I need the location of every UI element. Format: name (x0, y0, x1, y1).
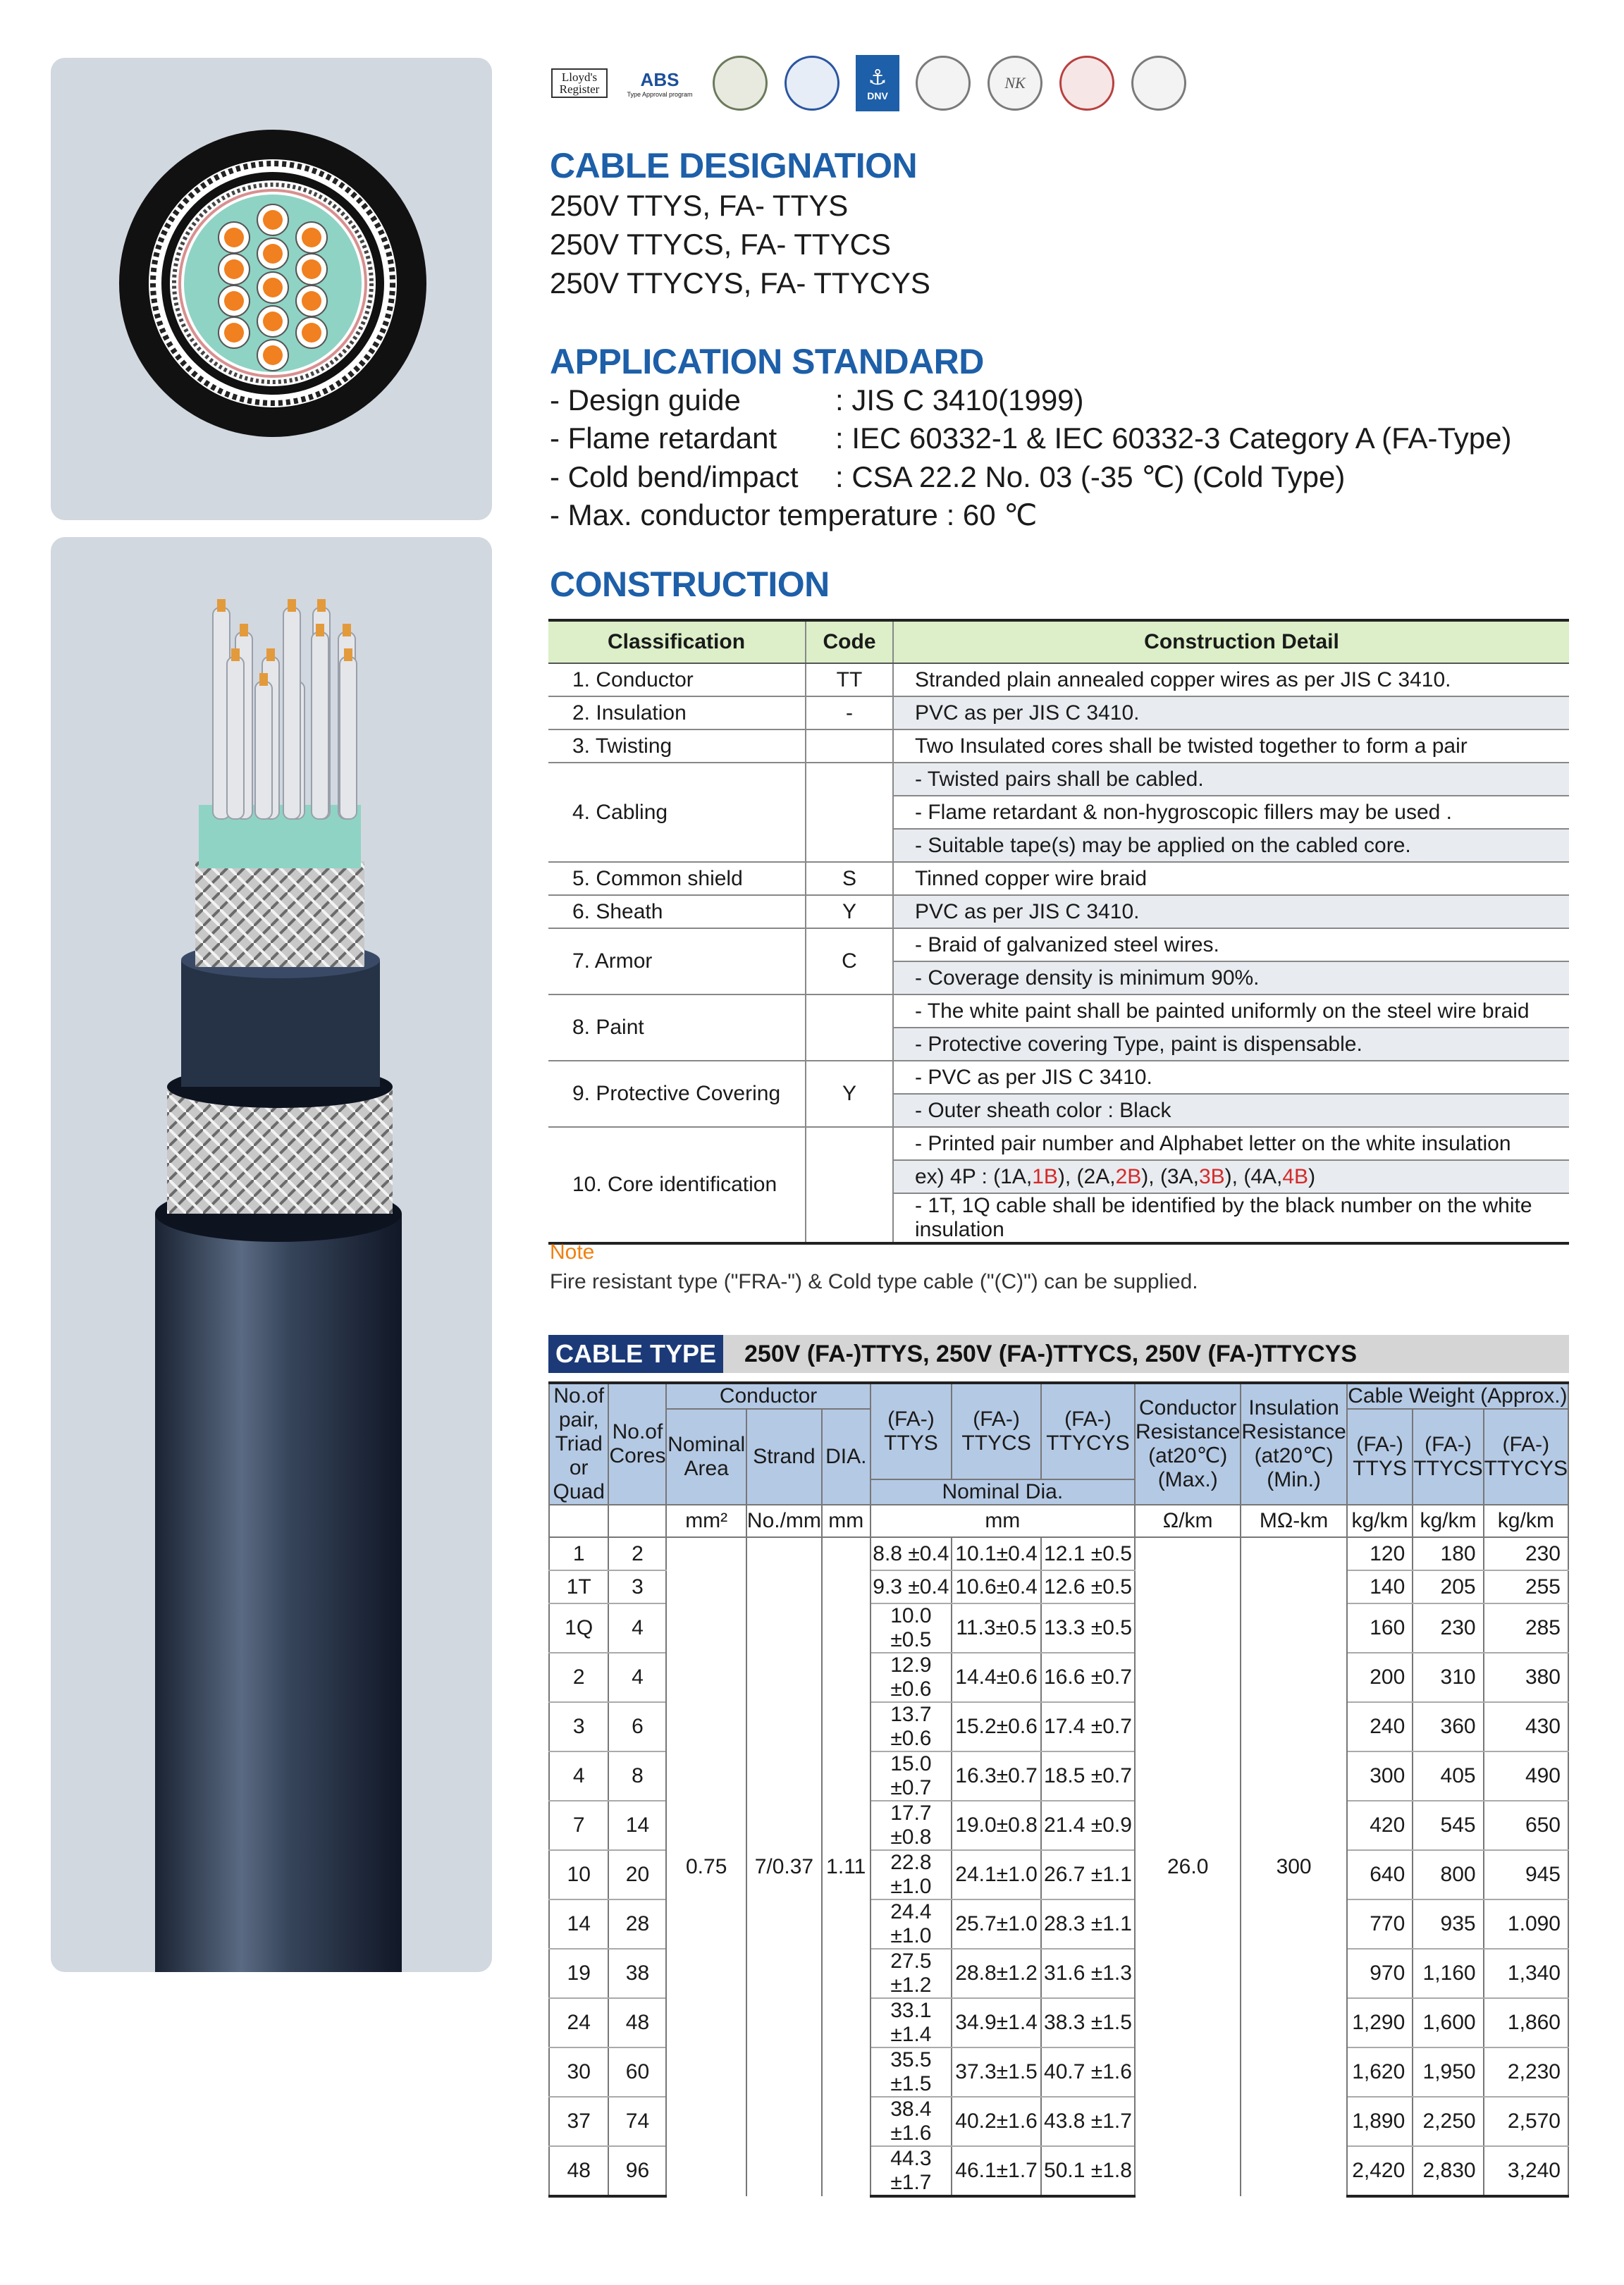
table-cell: 230 (1413, 1603, 1483, 1653)
table-cell: 1 (549, 1537, 608, 1570)
standard-title: APPLICATION STANDARD (550, 342, 984, 381)
unit-cell (549, 1505, 608, 1537)
table-cell: 16.6 ±0.7 (1041, 1653, 1135, 1702)
detail-cell: Tinned copper wire braid (893, 862, 1569, 895)
table-cell: 44.3 ±1.7 (871, 2146, 952, 2196)
column-header: Classification (548, 620, 806, 663)
construction-row (548, 928, 1569, 961)
column-header: Code (806, 620, 893, 663)
table-cell: 12.6 ±0.5 (1041, 1570, 1135, 1603)
table-cell: 14 (608, 1801, 666, 1850)
table-cell: 650 (1484, 1801, 1568, 1850)
table-cell: 1,620 (1347, 2047, 1413, 2097)
id-letter: 3B (1198, 1164, 1225, 1188)
column-header: Cable Weight (Approx.) (1348, 1384, 1568, 1408)
unit-cell: mm² (666, 1505, 746, 1537)
shared-value-cell: 300 (1241, 1537, 1346, 2196)
detail-cell: PVC as per JIS C 3410. (893, 895, 1569, 928)
unit-cell (608, 1505, 666, 1537)
construction-row (548, 1061, 1569, 1094)
column-header: Nominal Dia. (871, 1479, 1135, 1505)
table-cell: 24.4 ±1.0 (871, 1899, 952, 1949)
table-cell: 28 (608, 1899, 666, 1949)
classification-cell: 6. Sheath (548, 895, 806, 928)
id-text: ), (3A, (1141, 1164, 1199, 1188)
column-header: No.of Cores (608, 1383, 666, 1505)
id-text: ), (4A, (1224, 1164, 1283, 1188)
id-letter: 4B (1282, 1164, 1309, 1188)
table-cell: 38 (608, 1949, 666, 1998)
table-cell: 28.3 ±1.1 (1041, 1899, 1135, 1949)
table-cell: 545 (1413, 1801, 1483, 1850)
detail-cell: - PVC as per JIS C 3410. (893, 1061, 1569, 1094)
table-cell: 21.4 ±0.9 (1041, 1801, 1135, 1850)
table-cell: 180 (1413, 1537, 1483, 1570)
table-cell: 310 (1413, 1653, 1483, 1702)
id-text: ) (1308, 1164, 1316, 1188)
table-cell: 205 (1413, 1570, 1483, 1603)
note-text: Fire resistant type ("FRA-") & Cold type cable ("(C)") can be supplied. (550, 1270, 1198, 1293)
table-cell: 230 (1484, 1537, 1568, 1570)
cable-type-bar (548, 1335, 1569, 1373)
table-cell: 15.0 ±0.7 (871, 1751, 952, 1801)
table-cell: 360 (1413, 1702, 1483, 1751)
column-header: Conductor (666, 1383, 870, 1409)
construction-row (548, 696, 1569, 729)
designation-line: 250V TTYCYS, FA- TTYCYS (550, 266, 930, 300)
detail-cell: - Braid of galvanized steel wires. (893, 928, 1569, 961)
shared-value-cell: 26.0 (1135, 1537, 1241, 2196)
column-header: (FA-) TTYCYS (1041, 1383, 1135, 1479)
shared-value-cell: 0.75 (666, 1537, 746, 2196)
classification-cell: 9. Protective Covering (548, 1061, 806, 1127)
table-cell: 1,600 (1413, 1998, 1483, 2047)
detail-cell: - Suitable tape(s) may be applied on the cabled core. (893, 829, 1569, 862)
table-cell: 9.3 ±0.4 (871, 1570, 952, 1603)
table-cell: 800 (1413, 1850, 1483, 1899)
table-cell: 11.3±0.5 (952, 1603, 1041, 1653)
construction-row (548, 663, 1569, 696)
table-cell: 15.2±0.6 (952, 1702, 1041, 1751)
table-cell: 4 (608, 1653, 666, 1702)
table-cell: 37.3±1.5 (952, 2047, 1041, 2097)
table-cell: 255 (1484, 1570, 1568, 1603)
table-cell: 2 (608, 1537, 666, 1570)
code-cell: S (806, 862, 893, 895)
construction-row (548, 1127, 1569, 1160)
table-cell: 25.7±1.0 (952, 1899, 1041, 1949)
table-cell: 420 (1347, 1801, 1413, 1850)
table-cell: 16.3±0.7 (952, 1751, 1041, 1801)
unit-cell: kg/km (1413, 1505, 1483, 1537)
table-cell: 120 (1347, 1537, 1413, 1570)
detail-cell: - 1T, 1Q cable shall be identified by the black number on the white insulation (893, 1193, 1569, 1243)
bv-logo (915, 55, 971, 111)
designation-line: 250V TTYCS, FA- TTYCS (550, 228, 891, 261)
table-cell: 770 (1347, 1899, 1413, 1949)
table-cell: 3,240 (1484, 2146, 1568, 2196)
dnv-logo: ⚓ DNV (856, 55, 899, 111)
column-header: (FA-) TTYS (1347, 1409, 1413, 1505)
code-cell: - (806, 696, 893, 729)
table-cell: 60 (608, 2047, 666, 2097)
construction-row (548, 729, 1569, 763)
table-cell: 8 (608, 1751, 666, 1801)
classification-cell: 2. Insulation (548, 696, 806, 729)
shared-value-cell: 7/0.37 (746, 1537, 822, 2196)
detail-cell (893, 1160, 1569, 1193)
detail-cell: - Flame retardant & non-hygroscopic fillers may be used . (893, 796, 1569, 829)
code-cell (806, 729, 893, 763)
table-cell: 28.8±1.2 (952, 1949, 1041, 1998)
table-cell: 160 (1347, 1603, 1413, 1653)
cable-print-label: 250V TTYCYS (328, 2055, 365, 2285)
table-cell: 490 (1484, 1751, 1568, 1801)
table-cell: 12.9 ±0.6 (871, 1653, 952, 1702)
id-text: ), (2A, (1057, 1164, 1116, 1188)
column-header: DIA. (822, 1409, 871, 1505)
detail-cell: - Coverage density is minimum 90%. (893, 961, 1569, 994)
code-cell (806, 1127, 893, 1243)
code-cell: C (806, 928, 893, 994)
table-cell: 13.7 ±0.6 (871, 1702, 952, 1751)
table-cell: 380 (1484, 1653, 1568, 1702)
table-cell: 38.4 ±1.6 (871, 2097, 952, 2146)
table-cell: 1,890 (1347, 2097, 1413, 2146)
note-label: Note (550, 1240, 595, 1264)
detail-cell: - The white paint shall be painted uniformly on the steel wire braid (893, 994, 1569, 1028)
table-cell: 1,290 (1347, 1998, 1413, 2047)
code-cell (806, 994, 893, 1061)
table-cell: 4 (549, 1751, 608, 1801)
table-cell: 2,250 (1413, 2097, 1483, 2146)
rina-logo (1059, 55, 1115, 111)
detail-cell: - Protective covering Type, paint is dispensable. (893, 1028, 1569, 1061)
unit-cell: MΩ-km (1241, 1505, 1346, 1537)
table-cell: 10 (549, 1850, 608, 1899)
table-cell: 34.9±1.4 (952, 1998, 1041, 2047)
cable-side-view-image (51, 537, 492, 1972)
column-header: (FA-) TTYCYS (1484, 1409, 1568, 1505)
column-header: (FA-) TTYCS (952, 1383, 1041, 1479)
table-cell: 4 (608, 1603, 666, 1653)
shared-value-cell: 1.11 (822, 1537, 871, 2196)
standard-row: - Design guide : JIS C 3410(1999) (550, 383, 1084, 417)
table-cell: 17.7 ±0.8 (871, 1801, 952, 1850)
table-cell: 19 (549, 1949, 608, 1998)
standard-row: - Cold bend/impact : CSA 22.2 No. 03 (-35 ℃) (Cold Type) (550, 460, 1346, 493)
cross-section-panel (51, 58, 492, 520)
code-cell: Y (806, 1061, 893, 1127)
code-cell: Y (806, 895, 893, 928)
column-header: Conductor Resistance (at20℃) (Max.) (1135, 1383, 1241, 1505)
table-cell: 640 (1347, 1850, 1413, 1899)
construction-row (548, 862, 1569, 895)
code-cell: TT (806, 663, 893, 696)
table-cell: 1,160 (1413, 1949, 1483, 1998)
table-cell: 405 (1413, 1751, 1483, 1801)
cable-data-table (548, 1381, 1569, 2198)
classification-cell: 3. Twisting (548, 729, 806, 763)
detail-cell: Two Insulated cores shall be twisted together to form a pair (893, 729, 1569, 763)
table-cell: 33.1 ±1.4 (871, 1998, 952, 2047)
table-cell: 2,230 (1484, 2047, 1568, 2097)
table-cell: 35.5 ±1.5 (871, 2047, 952, 2097)
table-cell: 13.3 ±0.5 (1041, 1603, 1135, 1653)
table-cell: 12.1 ±0.5 (1041, 1537, 1135, 1570)
column-header: (FA-) TTYCS (1413, 1409, 1483, 1505)
table-cell: 945 (1484, 1850, 1568, 1899)
table-cell: 26.7 ±1.1 (1041, 1850, 1135, 1899)
standard-row: - Max. conductor temperature : 60 ℃ (550, 498, 1038, 531)
column-header: Construction Detail (893, 620, 1569, 663)
table-cell: 14 (549, 1899, 608, 1949)
table-cell: 2,570 (1484, 2097, 1568, 2146)
table-cell: 2,420 (1347, 2146, 1413, 2196)
designation-title: CABLE DESIGNATION (550, 146, 918, 185)
table-cell: 24.1±1.0 (952, 1850, 1041, 1899)
construction-row (548, 994, 1569, 1028)
cable-type-tag: CABLE TYPE (548, 1335, 723, 1373)
table-cell: 200 (1347, 1653, 1413, 1702)
id-letter: 1B (1032, 1164, 1058, 1188)
cable-type-name: 250V (FA-)TTYS, 250V (FA-)TTYCS, 250V (FA-)TTYCYS (744, 1341, 1358, 1367)
column-header: No.of pair, Triad or Quad (549, 1383, 608, 1505)
classification-cell: 1. Conductor (548, 663, 806, 696)
table-cell: 970 (1347, 1949, 1413, 1998)
unit-cell: Ω/km (1135, 1505, 1241, 1537)
cable-cross-section-image (118, 86, 428, 481)
unit-cell: No./mm (746, 1505, 822, 1537)
table-cell: 10.6±0.4 (952, 1570, 1041, 1603)
table-cell: 31.6 ±1.3 (1041, 1949, 1135, 1998)
table-cell: 240 (1347, 1702, 1413, 1751)
detail-cell: PVC as per JIS C 3410. (893, 696, 1569, 729)
table-cell: 2,830 (1413, 2146, 1483, 2196)
table-cell: 27.5 ±1.2 (871, 1949, 952, 1998)
table-cell: 19.0±0.8 (952, 1801, 1041, 1850)
classification-cell: 7. Armor (548, 928, 806, 994)
table-cell: 43.8 ±1.7 (1041, 2097, 1135, 2146)
classification-cell: 4. Cabling (548, 763, 806, 862)
classification-cell: 8. Paint (548, 994, 806, 1061)
detail-cell: - Printed pair number and Alphabet letter on the white insulation (893, 1127, 1569, 1160)
classification-cell: 5. Common shield (548, 862, 806, 895)
table-cell: 1Q (549, 1603, 608, 1653)
table-cell: 285 (1484, 1603, 1568, 1653)
id-letter: 2B (1115, 1164, 1142, 1188)
table-cell: 935 (1413, 1899, 1483, 1949)
table-cell: 17.4 ±0.7 (1041, 1702, 1135, 1751)
table-cell: 140 (1347, 1570, 1413, 1603)
code-cell (806, 763, 893, 862)
table-cell: 1,860 (1484, 1998, 1568, 2047)
table-cell: 1,340 (1484, 1949, 1568, 1998)
table-cell: 24 (549, 1998, 608, 2047)
table-cell: 8.8 ±0.4 (871, 1537, 952, 1570)
column-header: (FA-) TTYS (871, 1383, 952, 1479)
table-cell: 7 (549, 1801, 608, 1850)
table-cell: 20 (608, 1850, 666, 1899)
table-cell: 10.1±0.4 (952, 1537, 1041, 1570)
side-view-panel (51, 537, 492, 2285)
table-cell: 37 (549, 2097, 608, 2146)
table-cell: 40.7 ±1.6 (1041, 2047, 1135, 2097)
construction-row (548, 763, 1569, 796)
table-cell: 18.5 ±0.7 (1041, 1751, 1135, 1801)
detail-cell: Stranded plain annealed copper wires as per JIS C 3410. (893, 663, 1569, 696)
standard-row: - Flame retardant : IEC 60332-1 & IEC 60332-3 Category A (FA-Type) (550, 421, 1512, 455)
detail-cell: - Twisted pairs shall be cabled. (893, 763, 1569, 796)
column-header: Nominal Area (666, 1409, 746, 1505)
detail-cell: - Outer sheath color : Black (893, 1094, 1569, 1127)
table-cell: 6 (608, 1702, 666, 1751)
construction-row (548, 895, 1569, 928)
table-cell: 1.090 (1484, 1899, 1568, 1949)
table-cell: 1T (549, 1570, 608, 1603)
table-cell: 2 (549, 1653, 608, 1702)
table-cell: 96 (608, 2146, 666, 2196)
table-cell: 30 (549, 2047, 608, 2097)
gl-logo (1131, 55, 1187, 111)
unit-cell: mm (871, 1505, 1135, 1537)
table-cell: 3 (608, 1570, 666, 1603)
table-cell: 300 (1347, 1751, 1413, 1801)
table-cell: 14.4±0.6 (952, 1653, 1041, 1702)
table-cell: 46.1±1.7 (952, 2146, 1041, 2196)
table-cell: 38.3 ±1.5 (1041, 1998, 1135, 2047)
table-row (549, 1537, 1568, 1570)
designation-line: 250V TTYS, FA- TTYS (550, 189, 849, 222)
id-text: ex) 4P : (1A, (915, 1164, 1033, 1188)
unit-cell: mm (822, 1505, 871, 1537)
table-cell: 74 (608, 2097, 666, 2146)
table-cell: 48 (549, 2146, 608, 2196)
table-cell: 48 (608, 1998, 666, 2047)
lloyds-register-logo: Lloyd's Register (551, 55, 608, 111)
table-cell: 430 (1484, 1702, 1568, 1751)
column-header: Strand (746, 1409, 822, 1505)
construction-table (548, 619, 1569, 1245)
nk-logo: NK (987, 55, 1043, 111)
classification-cell: 10. Core identification (548, 1127, 806, 1243)
table-cell: 10.0 ±0.5 (871, 1603, 952, 1653)
ccs-logo (784, 55, 840, 111)
table-cell: 40.2±1.6 (952, 2097, 1041, 2146)
abs-logo: ABS Type Approval program (627, 68, 693, 98)
table-cell: 50.1 ±1.8 (1041, 2146, 1135, 2196)
table-cell: 22.8 ±1.0 (871, 1850, 952, 1899)
table-cell: 3 (549, 1702, 608, 1751)
unit-cell: kg/km (1484, 1505, 1568, 1537)
column-header: Insulation Resistance (at20℃) (Min.) (1241, 1383, 1346, 1505)
kr-logo (712, 55, 768, 111)
table-cell: 1,950 (1413, 2047, 1483, 2097)
construction-title: CONSTRUCTION (550, 565, 830, 604)
certification-logos (551, 55, 1187, 111)
unit-cell: kg/km (1347, 1505, 1413, 1537)
